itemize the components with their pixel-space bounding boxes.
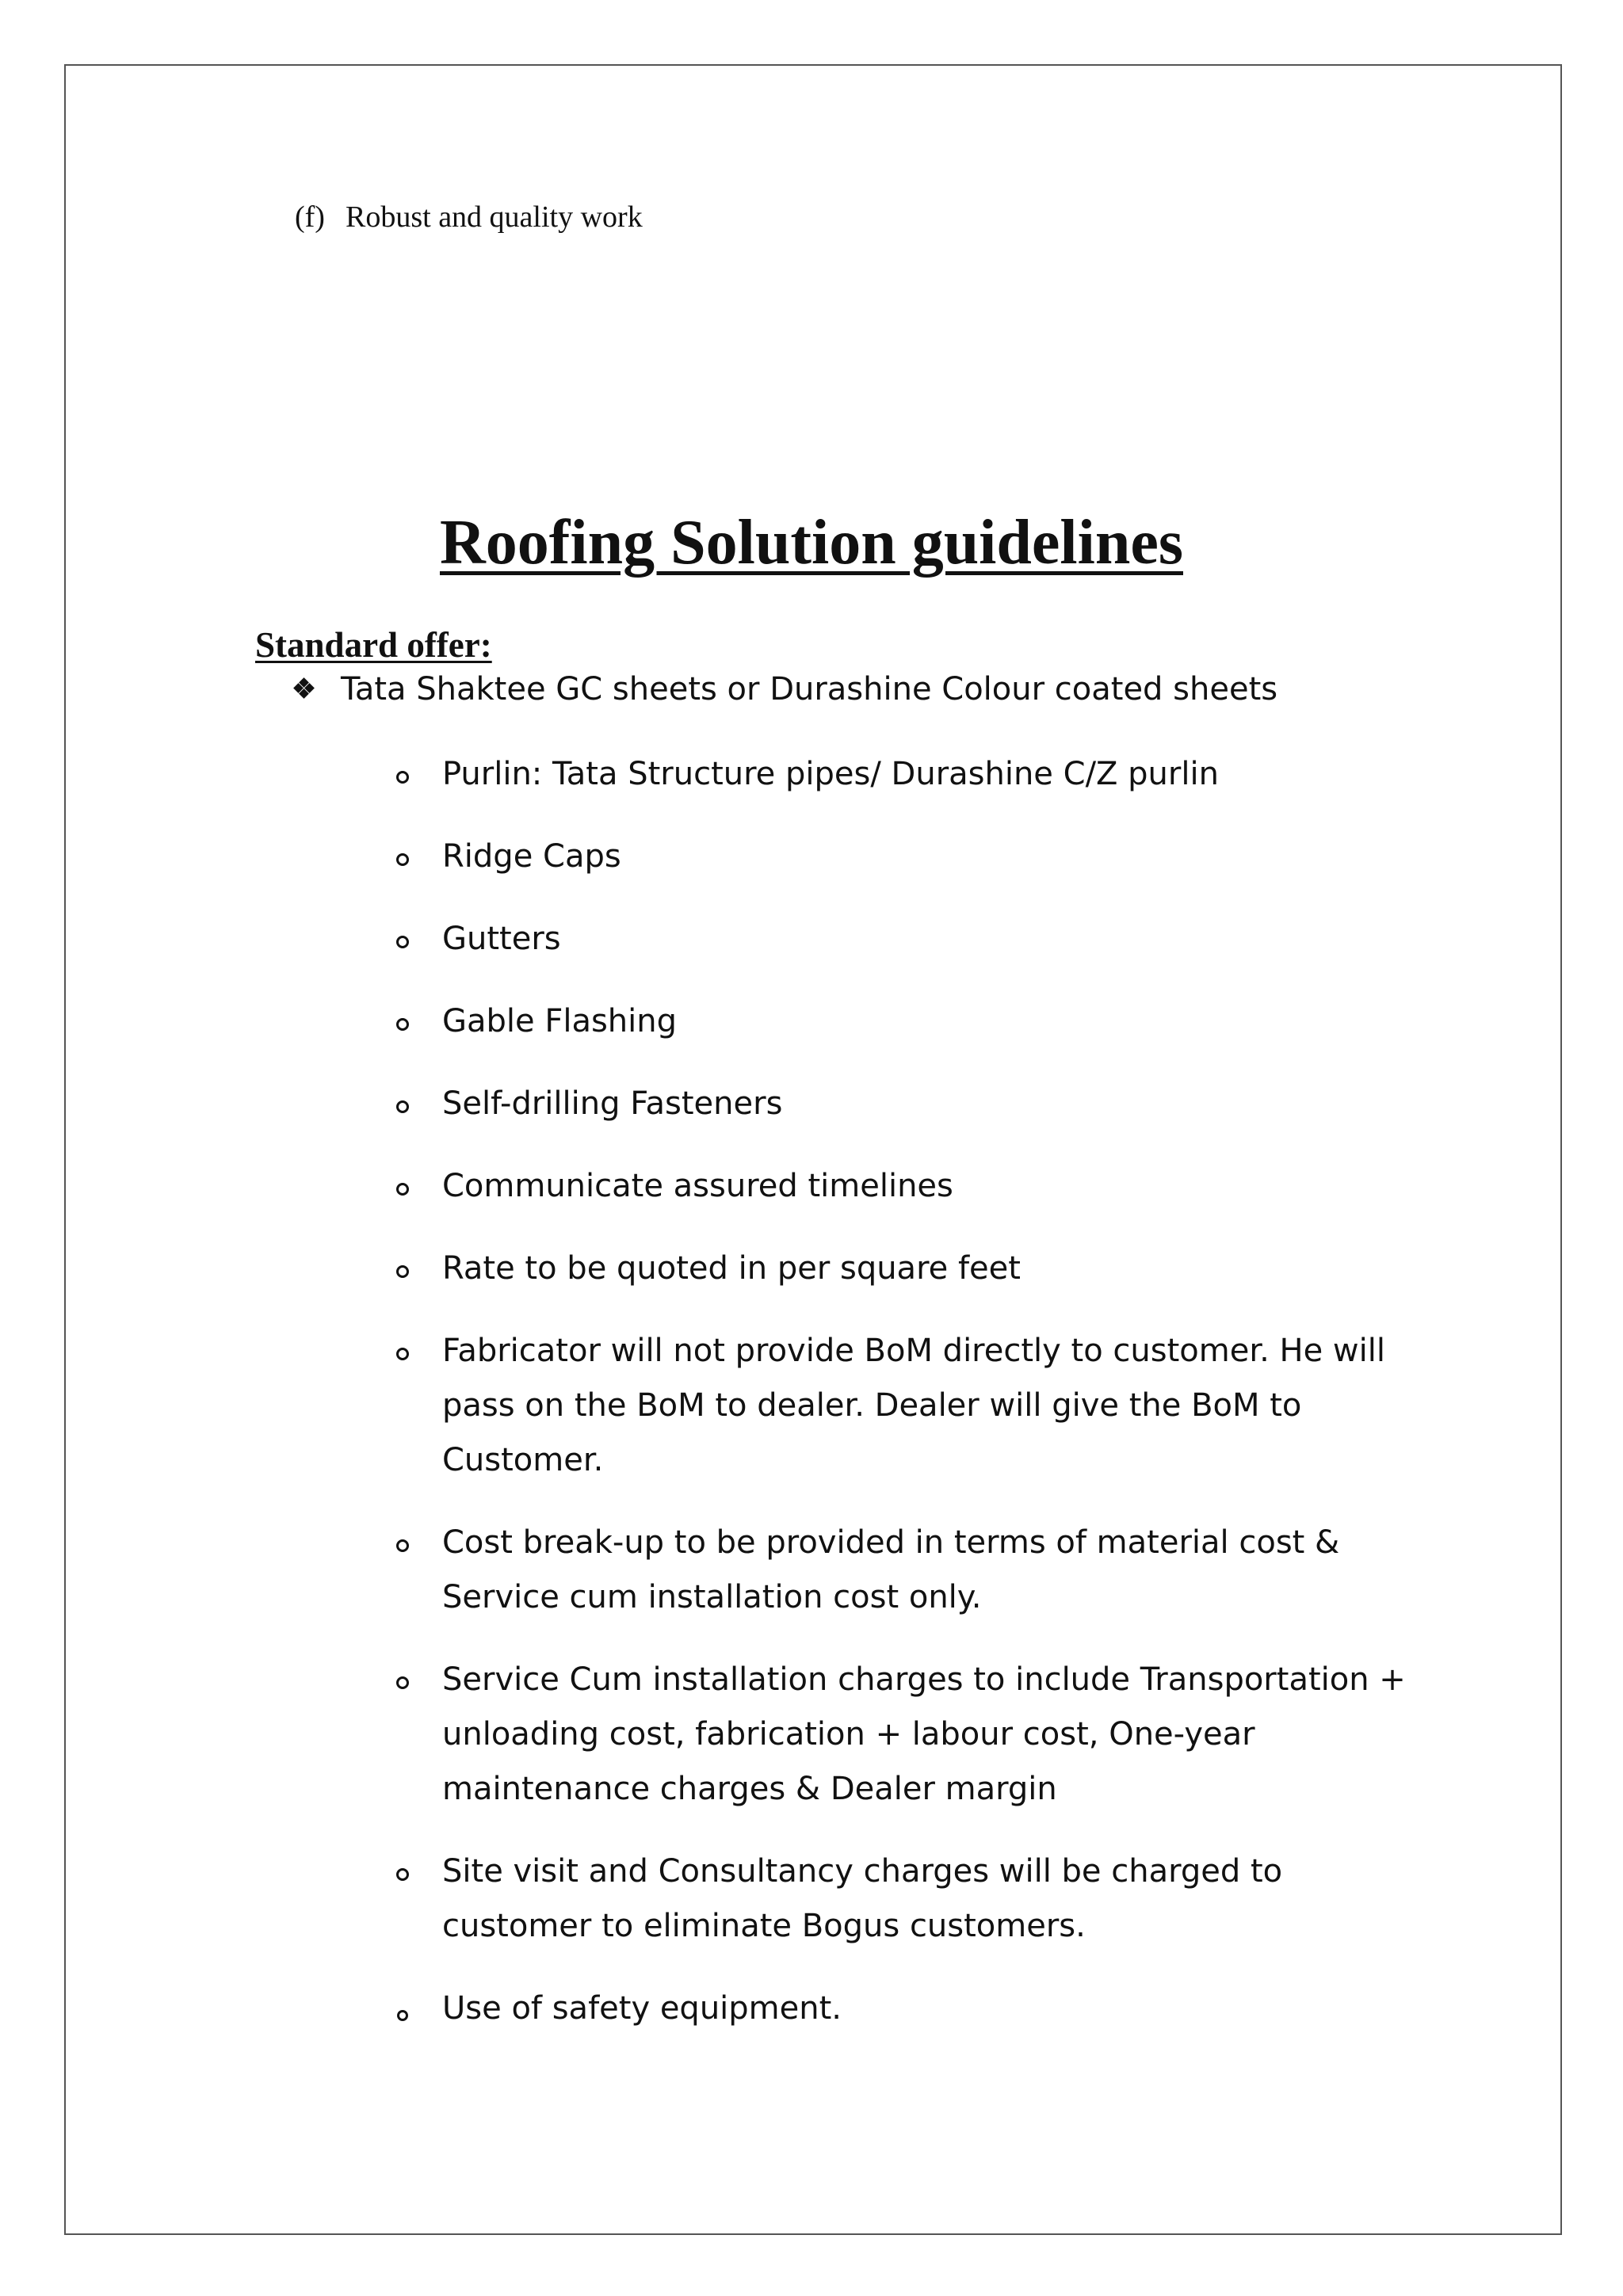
list-item-text: Cost break-up to be provided in terms of material cost & Service cum installation cost only. (442, 1524, 1340, 1615)
list-item (391, 1981, 1422, 2036)
list-item-text: Rate to be quoted in per square feet (442, 1250, 1021, 1287)
circle-bullet-icon (396, 1265, 409, 1278)
list-item-text: Ridge Caps (442, 838, 621, 875)
circle-bullet-icon (396, 936, 409, 948)
circle-bullet-icon (396, 1868, 409, 1881)
top-bullet-item (295, 667, 1484, 711)
circle-bullet-icon (396, 771, 409, 784)
circle-bullet-icon (396, 1676, 409, 1689)
section-heading: Standard offer: (255, 625, 492, 665)
list-item-text: Robust and quality work (346, 200, 643, 234)
list-item (391, 1241, 1422, 1296)
list-item (391, 1516, 1422, 1625)
list-item-text: Communicate assured timelines (442, 1168, 953, 1204)
list-item (391, 1159, 1422, 1214)
list-item (391, 994, 1422, 1049)
previous-list-item (295, 196, 643, 238)
list-item-text: Self-drilling Fasteners (442, 1085, 783, 1122)
circle-bullet-icon (396, 1018, 409, 1031)
list-item-text: Gutters (442, 921, 561, 957)
list-item (391, 912, 1422, 967)
list-item (391, 1844, 1422, 1954)
list-item-text: Site visit and Consultancy charges will be charged to customer to eliminate Bogus customers. (442, 1853, 1283, 1944)
list-item (391, 1324, 1422, 1488)
circle-bullet-icon (396, 1183, 409, 1196)
circle-bullet-icon (396, 1539, 409, 1552)
list-item (391, 1077, 1422, 1131)
list-marker: (f) (295, 200, 325, 234)
top-bullet-text: Tata Shaktee GC sheets or Durashine Colour coated sheets (341, 671, 1278, 707)
list-item-text: Fabricator will not provide BoM directly to customer. He will pass on the BoM to dealer. Dealer will give the BoM to Customer. (442, 1333, 1385, 1478)
sub-bullet-list (391, 747, 1422, 2064)
page-title: Roofing Solution guidelines (439, 508, 1183, 578)
circle-bullet-icon (396, 1100, 409, 1113)
list-item-text: Use of safety equipment. (442, 1990, 842, 2027)
list-item-text: Service Cum installation charges to include Transportation + unloading cost, fabrication + labour cost, One-year maintenance charges & Dealer margin (442, 1661, 1406, 1807)
list-item-text: Purlin: Tata Structure pipes/ Durashine C/Z purlin (442, 756, 1219, 792)
list-item (391, 1653, 1422, 1817)
list-item (391, 830, 1422, 884)
list-item-text: Gable Flashing (442, 1003, 678, 1039)
diamond-bullet-icon (295, 679, 314, 698)
list-item (391, 747, 1422, 802)
circle-bullet-icon (397, 2010, 408, 2021)
circle-bullet-icon (396, 1348, 409, 1360)
circle-bullet-icon (396, 853, 409, 866)
